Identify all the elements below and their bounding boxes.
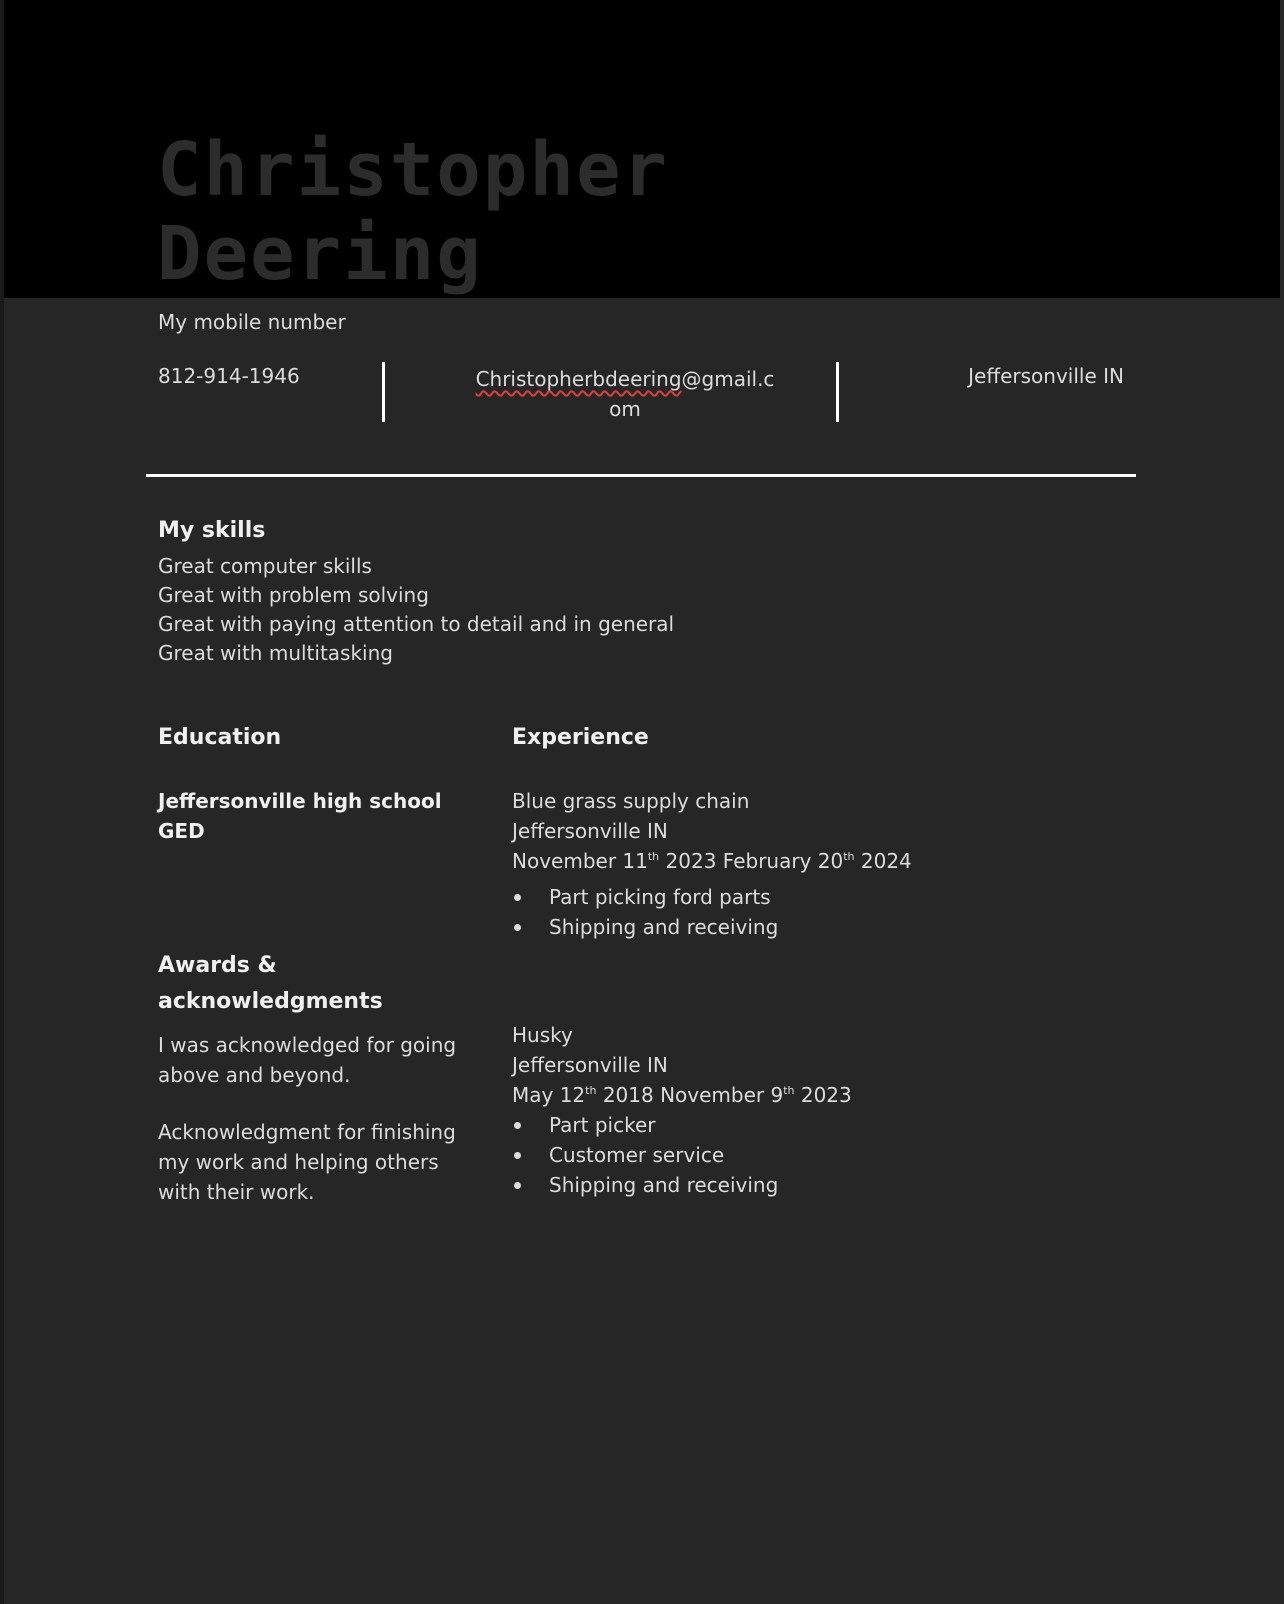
- email-domain: @gmail.com: [609, 367, 775, 421]
- job-entry: [512, 1020, 852, 1200]
- job-location: Jeffersonville IN: [512, 819, 668, 843]
- job-company: Husky: [512, 1023, 573, 1047]
- duty-item: Shipping and receiving: [512, 912, 912, 942]
- skill-item: Great with problem solving: [158, 583, 429, 607]
- job-location: Jeffersonville IN: [512, 1053, 668, 1077]
- award-item: Acknowledgment for finishing my work and helping others with their work.: [158, 1120, 456, 1204]
- duty-item: Part picking ford parts: [512, 882, 912, 912]
- phone-number: 812-914-1946: [158, 364, 300, 388]
- email-user: Christopherbdeering: [475, 367, 682, 391]
- education-heading: Education: [158, 725, 282, 750]
- resume-name: [157, 128, 669, 296]
- duty-item: Customer service: [512, 1140, 852, 1170]
- job-dates: November 11th 2023 February 20th 2024: [512, 849, 912, 873]
- contact-divider-1: [382, 362, 385, 422]
- location: Jeffersonville IN: [968, 364, 1124, 388]
- award-item: I was acknowledged for going above and beyond.: [158, 1033, 457, 1087]
- education-entry: [158, 786, 442, 846]
- skills-heading: My skills: [158, 518, 266, 543]
- job-duties: [512, 1110, 852, 1200]
- job-company: Blue grass supply chain: [512, 789, 750, 813]
- name-first: Christopher: [157, 127, 670, 213]
- contact-divider-2: [836, 362, 839, 422]
- skill-item: Great with multitasking: [158, 641, 393, 665]
- skill-item: Great with paying attention to detail and in general: [158, 612, 675, 636]
- email-address: [470, 364, 780, 424]
- job-duties: [512, 882, 912, 942]
- contact-label: My mobile number: [158, 310, 346, 334]
- awards-heading: Awards & acknowledgments: [158, 953, 383, 1014]
- section-divider: [146, 474, 1136, 477]
- job-dates: May 12th 2018 November 9th 2023: [512, 1083, 852, 1107]
- job-entry: [512, 786, 912, 942]
- skill-item: Great computer skills: [158, 554, 372, 578]
- school-name: Jeffersonville high school: [158, 789, 442, 813]
- skills-list: [158, 552, 674, 668]
- experience-heading: Experience: [512, 725, 649, 750]
- duty-item: Part picker: [512, 1110, 852, 1140]
- name-last: Deering: [157, 211, 483, 297]
- duty-item: Shipping and receiving: [512, 1170, 852, 1200]
- degree: GED: [158, 819, 205, 843]
